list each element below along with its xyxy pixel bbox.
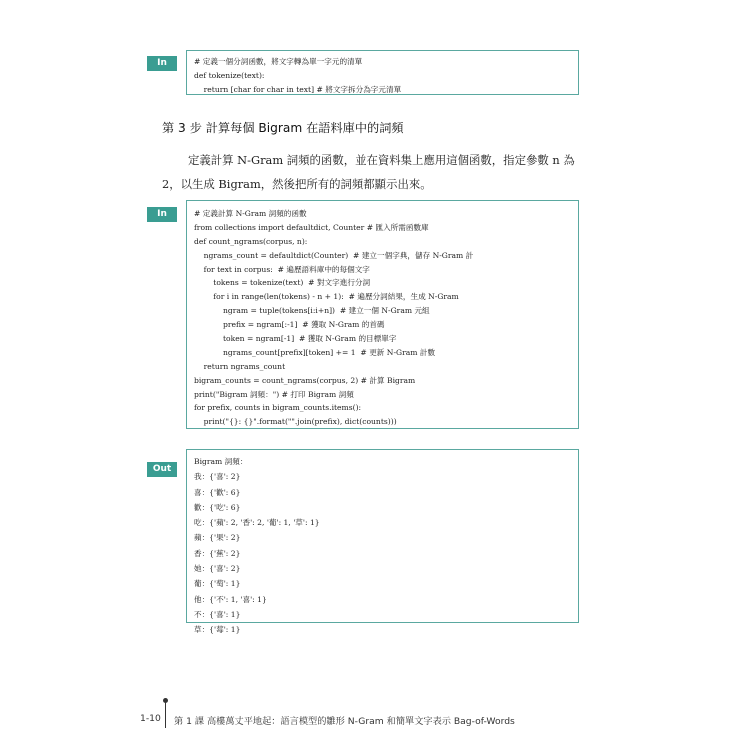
code-block-tokenize — [186, 50, 579, 95]
step-heading: 第 3 步 計算每個 Bigram 在語料庫中的詞頻 — [162, 121, 404, 135]
input-label: In — [147, 56, 177, 71]
output-line: 她：{'喜': 2} — [194, 564, 241, 574]
output-line: 歡：{'吃': 6} — [194, 502, 241, 512]
code-line: return ngrams_count — [194, 361, 286, 371]
code-line: for prefix, counts in bigram_counts.items(): — [194, 403, 362, 413]
code-line: print("{}: {}".format("".join(prefix), dict(counts))) — [194, 417, 397, 427]
output-line: 蘋：{'果': 2} — [194, 533, 241, 543]
output-line: 草：{'莓': 1} — [194, 625, 241, 635]
code-line: prefix = ngram[:-1] # 獲取 N-Gram 的首碼 — [194, 320, 385, 330]
code-line: def tokenize(text): — [194, 70, 265, 80]
code-line: for i in range(len(tokens) - n + 1): # 遍歷分詞結果，生成 N-Gram — [194, 292, 459, 302]
code-line: def count_ngrams(corpus, n): — [194, 236, 308, 246]
code-line: # 定義一個分詞函數，將文字轉為單一字元的清單 — [194, 57, 363, 66]
code-line: return [char for char in text] # 將文字拆分為字元清單 — [194, 84, 402, 94]
chapter-title: 第 1 課 高樓萬丈平地起：語言模型的雛形 N-Gram 和簡單文字表示 Bag-of-Words — [174, 716, 515, 727]
output-line: 不：{'喜': 1} — [194, 609, 241, 619]
output-line: 他：{'不': 1, '喜': 1} — [194, 594, 267, 604]
output-line: 葡：{'萄': 1} — [194, 579, 241, 589]
input-label: In — [147, 207, 177, 222]
page-number: 1-10 — [140, 713, 161, 724]
code-line: tokens = tokenize(text) # 對文字進行分詞 — [194, 278, 371, 288]
output-line: 我：{'喜': 2} — [194, 472, 241, 482]
body-paragraph: 定義計算 N-Gram 詞頻的函數，並在資料集上應用這個函數，指定參數 n 為 2，以生成 Bigram，然後把所有的詞頻都顯示出來。 — [162, 153, 575, 191]
code-block-count-ngrams — [186, 200, 579, 429]
output-label: Out — [147, 462, 177, 477]
output-line: 吃：{'蘋': 2, '香': 2, '葡': 1, '草': 1} — [194, 518, 320, 528]
code-line: # 定義計算 N-Gram 詞頻的函數 — [194, 209, 307, 218]
code-line: from collections import defaultdict, Counter # 匯入所需函數庫 — [194, 222, 429, 232]
code-line: ngrams_count = defaultdict(Counter) # 建立一個字典，儲存 N-Gram 計 — [194, 250, 474, 260]
footer-rule — [165, 700, 166, 728]
output-line: Bigram 詞頻： — [194, 457, 248, 466]
code-line: ngrams_count[prefix][token] += 1 # 更新 N-Gram 計數 — [194, 347, 436, 357]
output-line: 喜：{'歡': 6} — [194, 487, 241, 497]
code-line: for text in corpus: # 遍歷語料庫中的每個文字 — [194, 264, 370, 274]
code-line: ngram = tuple(tokens[i:i+n]) # 建立一個 N-Gram 元組 — [194, 306, 430, 316]
output-block — [186, 449, 579, 635]
output-line: 香：{'蕉': 2} — [194, 548, 241, 558]
code-line: token = ngram[-1] # 獲取 N-Gram 的目標單字 — [194, 334, 397, 344]
code-line: bigram_counts = count_ngrams(corpus, 2) # 計算 Bigram — [194, 375, 416, 385]
code-line: print("Bigram 詞頻：") # 打印 Bigram 詞頻 — [194, 389, 354, 399]
